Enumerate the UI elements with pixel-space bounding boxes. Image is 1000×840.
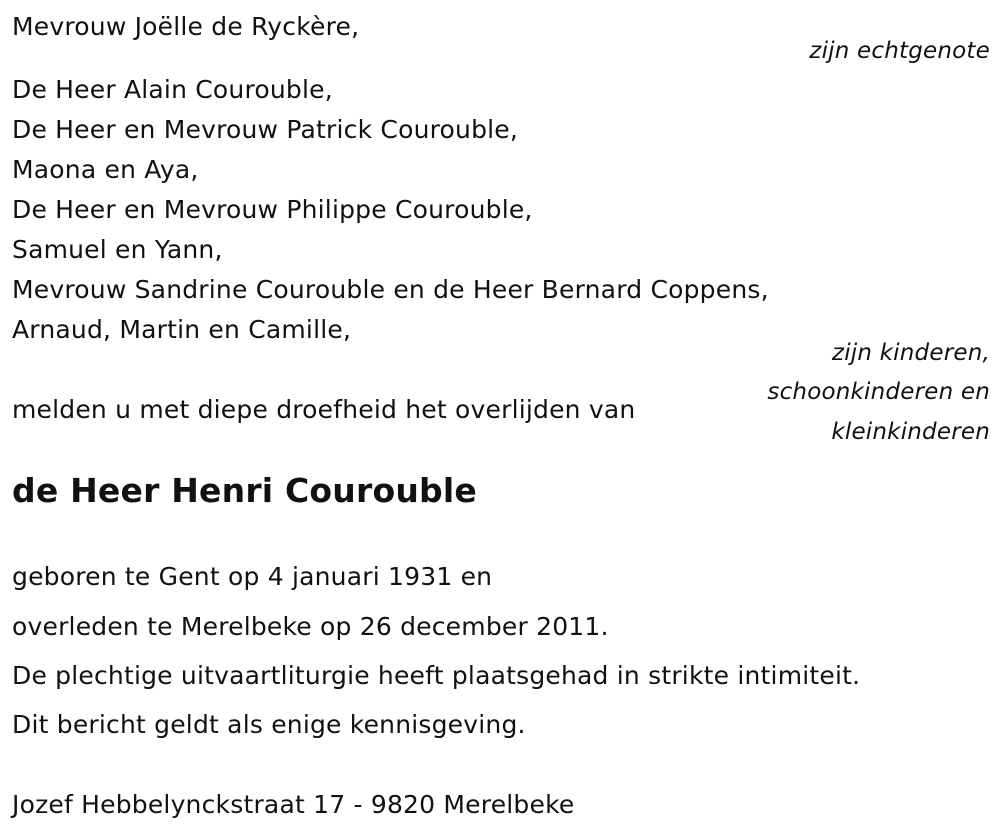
address: Jozef Hebbelynckstraat 17 - 9820 Merelbeke — [12, 790, 575, 819]
family-line: Samuel en Yann, — [12, 235, 223, 264]
family-line: Mevrouw Sandrine Courouble en de Heer Bernard Coppens, — [12, 275, 769, 304]
family-line: Arnaud, Martin en Camille, — [12, 315, 352, 344]
detail-line: geboren te Gent op 4 januari 1931 en — [12, 562, 493, 591]
family-line: Maona en Aya, — [12, 155, 199, 184]
detail-line: Dit bericht geldt als enige kennisgeving. — [12, 710, 526, 739]
family-line: De Heer en Mevrouw Patrick Courouble, — [12, 115, 519, 144]
children-relation-line: schoonkinderen en — [767, 379, 990, 405]
family-line: De Heer Alain Courouble, — [12, 75, 333, 104]
spouse-relation: zijn echtgenote — [809, 38, 990, 64]
announcement-text: melden u met diepe droefheid het overlijden van — [12, 395, 636, 424]
deceased-name: de Heer Henri Courouble — [12, 471, 477, 510]
spouse-name: Mevrouw Joëlle de Ryckère, — [12, 12, 360, 41]
family-line: De Heer en Mevrouw Philippe Courouble, — [12, 195, 533, 224]
children-relation-line: kleinkinderen — [831, 419, 990, 445]
children-relation-line: zijn kinderen, — [831, 340, 990, 366]
detail-line: De plechtige uitvaartliturgie heeft plaatsgehad in strikte intimiteit. — [12, 661, 861, 690]
detail-line: overleden te Merelbeke op 26 december 2011. — [12, 612, 609, 641]
